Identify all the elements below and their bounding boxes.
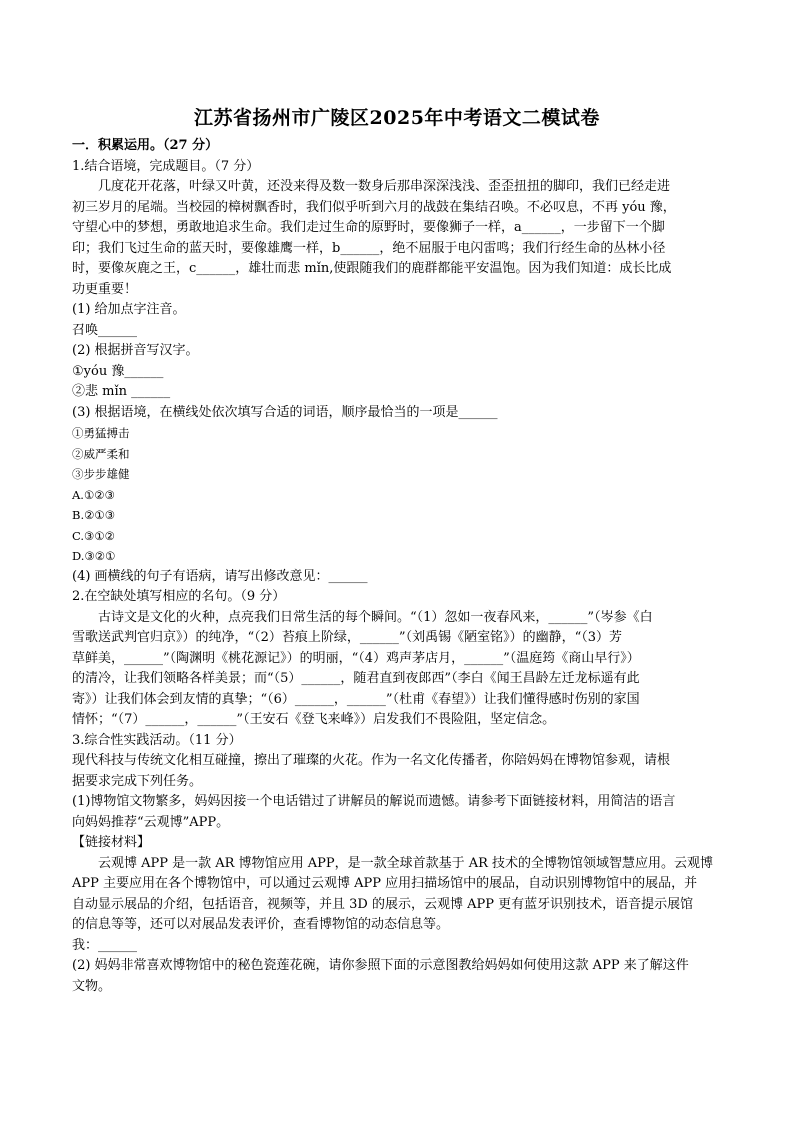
passage-line: 初三岁月的尾端。当校园的樟树飘香时，我们似乎听到六月的战鼓在集结召唤。不必叹息，不再 yóu 豫， [72,199,676,215]
q3-sub1-line: 向妈妈推荐“云观博”APP。 [72,814,230,830]
q1-option: B.②①③ [72,508,116,522]
link-material-line: 云观博 APP 是一款 AR 博物馆应用 APP，是一款全球首款基于 AR 技术的全博物馆领域智慧应用。云观博 [98,855,714,871]
exam-body [72,136,724,997]
q3-sub2-line: (2) 妈妈非常喜欢博物馆中的秘色瓷莲花碗，请你参照下面的示意图教给妈妈如何使用这款 APP 来了解这件 [72,958,689,973]
q1-heading: 1.结合语境，完成题目。（7 分） [72,158,260,174]
q1-sub3-word: ①勇猛搏击 [72,426,130,440]
link-material-line: 的信息等等，还可以对展品发表评价，查看博物馆的动态信息等。 [72,917,450,932]
passage-line: 雪歌送武判官归京》）的纯净，“（2）苔痕上阶绿，______”（刘禹锡《陋室铭》）的幽静，“（3）芳 [72,630,622,645]
q1-option: C.③①② [72,528,115,543]
passage-line: 时，要像灰鹿之王，c______，雄壮而悲 mǐn,使跟随我们的鹿群都能平安温饱。因为我们知道：成长比成 [72,261,672,276]
q3-heading: 3.综合性实践活动。（11 分） [72,732,242,748]
q1-option: D.③②① [72,549,116,563]
q3-sub1-line: (1)博物馆文物繁多，妈妈因接一个电话错过了讲解员的解说而遗憾。请参考下面链接材料，用简洁的语言 [72,794,676,809]
passage-line: 守望心中的梦想，勇敢地追求生命。我们走过生命的原野时，要像狮子一样，a______，一步留下一个脚 [72,220,665,235]
passage-line: 的清冷，让我们领略各样美景；而“（5）______，随君直到夜郎西”（李白《闻王昌龄左迁龙标遥有此 [72,671,640,686]
link-material-line: 自动显示展品的介绍，包括语音，视频等，并且 3D 的展示，云观博 APP 更有蓝牙识别技术，语音提示展馆 [72,896,694,912]
q1-sub3-word: ③步步雄健 [72,467,130,481]
page-title: 江苏省扬州市广陵区2025年中考语文二模试卷 [194,107,600,129]
passage-line: 功更重要！ [72,281,138,297]
passage-line: 草鲜美，______”（陶渊明《桃花源记》）的明丽，“（4）鸡声茅店月，______”（温庭筠《商山早行》） [72,650,640,666]
q1-passage [72,177,724,300]
q1-sub2-item: ①yóu 豫______ [72,363,164,379]
passage-line: 印；我们飞过生命的蓝天时，要像雄鹰一样，b______，绝不屈服于电闪雷鸣；我们行经生命的丛林小径 [72,240,666,256]
q1-sub2-item: ②悲 mǐn ______ [72,384,171,399]
q1-option: A.①②③ [72,487,115,502]
q3-sub2-line: 文物。 [72,978,112,994]
passage-line: 寄》）让我们体会到友情的真挚；“（6）______，______”（杜甫《春望》）让我们懂得感时伤别的家国 [72,691,640,707]
passage-line: 情怀；“（7）______，______”（王安石《登飞来峰》）启发我们不畏险阻，坚定信念。 [72,712,556,727]
q1-sub1: (1) 给加点字注音。 [72,302,186,317]
q1-sub1-item: 召唤______ [72,322,138,338]
passage-line: 古诗文是文化的火种，点亮我们日常生活的每个瞬间。“（1）忽如一夜春风来，______”（岑参《白 [98,609,653,625]
q1-sub2: (2) 根据拼音写汉字。 [72,343,199,358]
q2-passage [72,608,724,731]
link-material-heading: 【链接材料】 [72,835,151,850]
link-material-line: APP 主要应用在各个博物馆中，可以通过云观博 APP 应用扫描场馆中的展品，自动识别博物馆中的展品，并 [72,876,698,891]
q1-sub3-word: ②威严柔和 [72,446,130,461]
section-heading: 一．积累运用。（27 分） [72,138,219,153]
passage-line: 几度花开花落，叶绿又叶黄，还没来得及数一数身后那串深深浅浅、歪歪扭扭的脚印，我们已经走进 [98,179,671,194]
q1-sub4: (4) 画横线的句子有语病，请写出修改意见：______ [72,568,368,584]
q2-heading: 2.在空缺处填写相应的名句。（9 分） [72,589,286,604]
q3-intro-line: 据要求完成下列任务。 [72,773,203,789]
q3-answer-line: 我：______ [72,937,138,953]
q1-sub3: (3) 根据语境，在横线处依次填写合适的词语，顺序最恰当的一项是______ [72,404,498,420]
q3-intro-line: 现代科技与传统文化相互碰撞，擦出了璀璨的火花。作为一名文化传播者，你陪妈妈在博物馆参观，请根 [72,753,671,768]
